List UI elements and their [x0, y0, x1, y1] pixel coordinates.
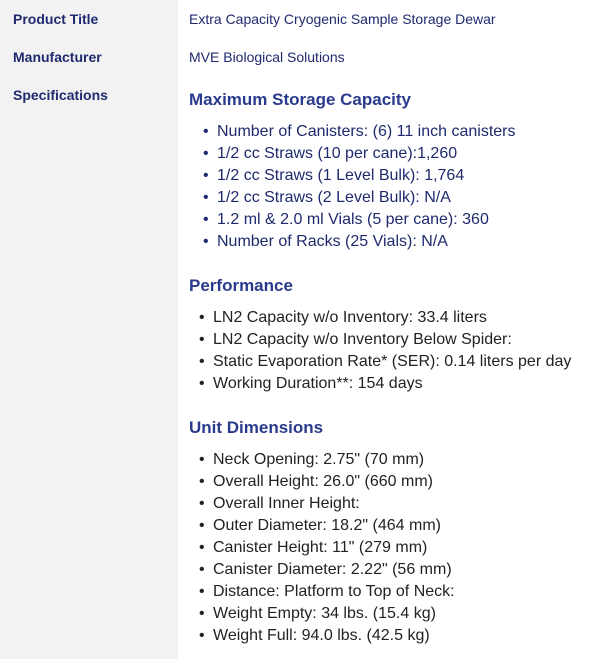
list-item: • LN2 Capacity w/o Inventory: 33.4 liters: [213, 307, 571, 329]
list-item: • Canister Height: 11" (279 mm): [213, 537, 455, 559]
product-title-label: Product Title: [13, 11, 99, 27]
list-item: • 1/2 cc Straws (1 Level Bulk): 1,764: [217, 165, 515, 187]
list-item: • Distance: Platform to Top of Neck:: [213, 581, 455, 603]
list-item: • Working Duration**: 154 days: [213, 373, 571, 395]
performance-list: [213, 307, 571, 395]
section-title-unit-dimensions: Unit Dimensions: [189, 418, 324, 437]
list-item: • LN2 Capacity w/o Inventory Below Spider:: [213, 329, 571, 351]
list-item: • Static Evaporation Rate* (SER): 0.14 liters per day: [213, 351, 571, 373]
list-item: • 1/2 cc Straws (2 Level Bulk): N/A: [217, 187, 515, 209]
list-item: • Weight Empty: 34 lbs. (15.4 kg): [213, 603, 455, 625]
list-item: • Weight Full: 94.0 lbs. (42.5 kg): [213, 625, 455, 647]
product-title-value: Extra Capacity Cryogenic Sample Storage Dewar: [189, 11, 496, 27]
unit-dimensions-list: [213, 449, 455, 647]
list-item: • Neck Opening: 2.75" (70 mm): [213, 449, 455, 471]
list-item: • Overall Height: 26.0" (660 mm): [213, 471, 455, 493]
section-title-storage-capacity: Maximum Storage Capacity: [189, 90, 412, 109]
manufacturer-label: Manufacturer: [13, 49, 102, 65]
list-item: • 1.2 ml & 2.0 ml Vials (5 per cane): 360: [217, 209, 515, 231]
list-item: • Outer Diameter: 18.2" (464 mm): [213, 515, 455, 537]
list-item: • Number of Racks (25 Vials): N/A: [217, 231, 515, 253]
list-item: • Canister Diameter: 2.22" (56 mm): [213, 559, 455, 581]
list-item: • Number of Canisters: (6) 11 inch canisters: [217, 121, 515, 143]
list-item: • Overall Inner Height:: [213, 493, 455, 515]
list-item: • 1/2 cc Straws (10 per cane):1,260: [217, 143, 515, 165]
specifications-label: Specifications: [13, 87, 108, 103]
section-title-performance: Performance: [189, 276, 293, 295]
storage-capacity-list: [217, 121, 515, 253]
manufacturer-value: MVE Biological Solutions: [189, 49, 345, 65]
